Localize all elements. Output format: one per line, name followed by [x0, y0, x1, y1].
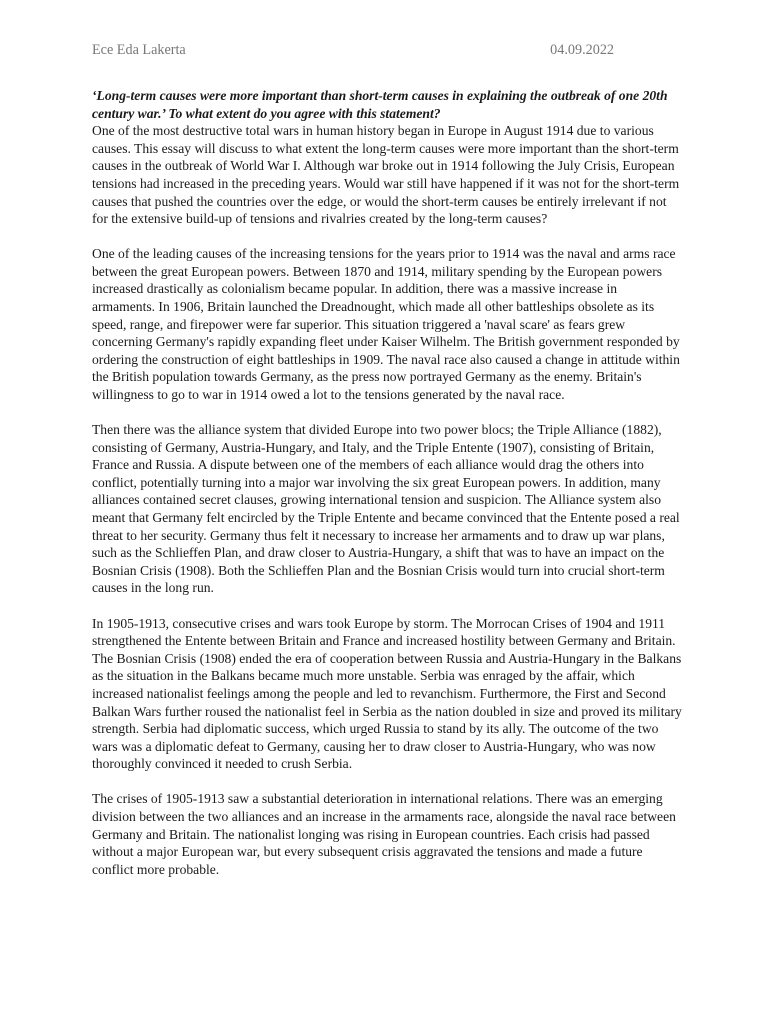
essay-body	[92, 87, 682, 896]
essay-question: ‘Long-term causes were more important than short-term causes in explaining the outbreak of one 20th century war.’ To what extent do you agree with this statement?	[92, 88, 668, 121]
essay-paragraph-2: One of the leading causes of the increasing tensions for the years prior to 1914 was the naval and arms race between the great European powers. Between 1870 and 1914, military spending by the European powers increased drastically as colonialism became popular. In addition, there was a massive increase in armaments. In 1906, Britain launched the Dreadnought, which made all other battleships obsolete as its speed, range, and firepower were far superior. This situation triggered a 'naval scare' as fears grew concerning Germany's rapidly expanding fleet under Kaiser Wilhelm. The British government responded by ordering the construction of eight battleships in 1909. The naval race also caused a change in attitude within the British population towards Germany, as the press now portrayed Germany as the enemy. Britain's willingness to go to war in 1914 owed a lot to the tensions generated by the naval race.	[92, 246, 680, 402]
author-name: Ece Eda Lakerta	[92, 42, 186, 58]
page-header	[92, 42, 614, 59]
document-date: 04.09.2022	[550, 42, 614, 58]
essay-paragraph-1: One of the most destructive total wars in human history began in Europe in August 1914 due to various causes. This essay will discuss to what extent the long-term causes were more important than the short-term causes in the outbreak of World War I. Although war broke out in 1914 following the July Crisis, European tensions had increased in the preceding years. Would war still have happened if it was not for the short-term causes that pushed the countries over the edge, or would the short-term causes be entirely irrelevant if not for the extensive build-up of tensions and rivalries created by the long-term causes?	[92, 123, 680, 227]
essay-paragraph-5: The crises of 1905-1913 saw a substantial deterioration in international relations. There was an emerging division between the two alliances and an increase in the armaments race, alongside the naval race between Germany and Britain. The nationalist longing was rising in European countries. Each crisis had passed without a major European war, but every subsequent crisis aggravated the tensions and made a future conflict more probable.	[92, 791, 676, 877]
essay-paragraph-4: In 1905-1913, consecutive crises and wars took Europe by storm. The Morrocan Crises of 1904 and 1911 strengthened the Entente between Britain and France and increased hostility between Germany and Britain. The Bosnian Crisis (1908) ended the era of cooperation between Russia and Austria-Hungary in the Balkans as the situation in the Balkans became much more unstable. Serbia was enraged by the affair, which increased nationalist feelings among the people and led to revanchism. Furthermore, the First and Second Balkan Wars further roused the nationalist feel in Serbia as the nation doubled in size and proved its military strength. Serbia had diplomatic success, which urged Russia to stand by its ally. The outcome of the two wars was a diplomatic defeat to Germany, causing her to draw closer to Austria-Hungary, who was now thoroughly convinced it needed to crush Serbia.	[92, 615, 682, 772]
essay-paragraph-3: Then there was the alliance system that divided Europe into two power blocs; the Triple Alliance (1882), consisting of Germany, Austria-Hungary, and Italy, and the Triple Entente (1907), consisting of Britain, France and Russia. A dispute between one of the members of each alliance would drag the others into conflict, potentially turning into a major war involving the six great European powers. In addition, many alliances contained secret clauses, growing international tension and suspicion. The Alliance system also meant that Germany felt encircled by the Triple Entente and became convinced that the Entente posed a real threat to her security. Germany thus felt it necessary to increase her armaments and to draw up war plans, such as the Schlieffen Plan, and draw closer to Austria-Hungary, a shift that was to have an impact on the Bosnian Crisis (1908). Both the Schlieffen Plan and the Bosnian Crisis would turn into crucial short-term causes in the long run.	[92, 422, 680, 596]
